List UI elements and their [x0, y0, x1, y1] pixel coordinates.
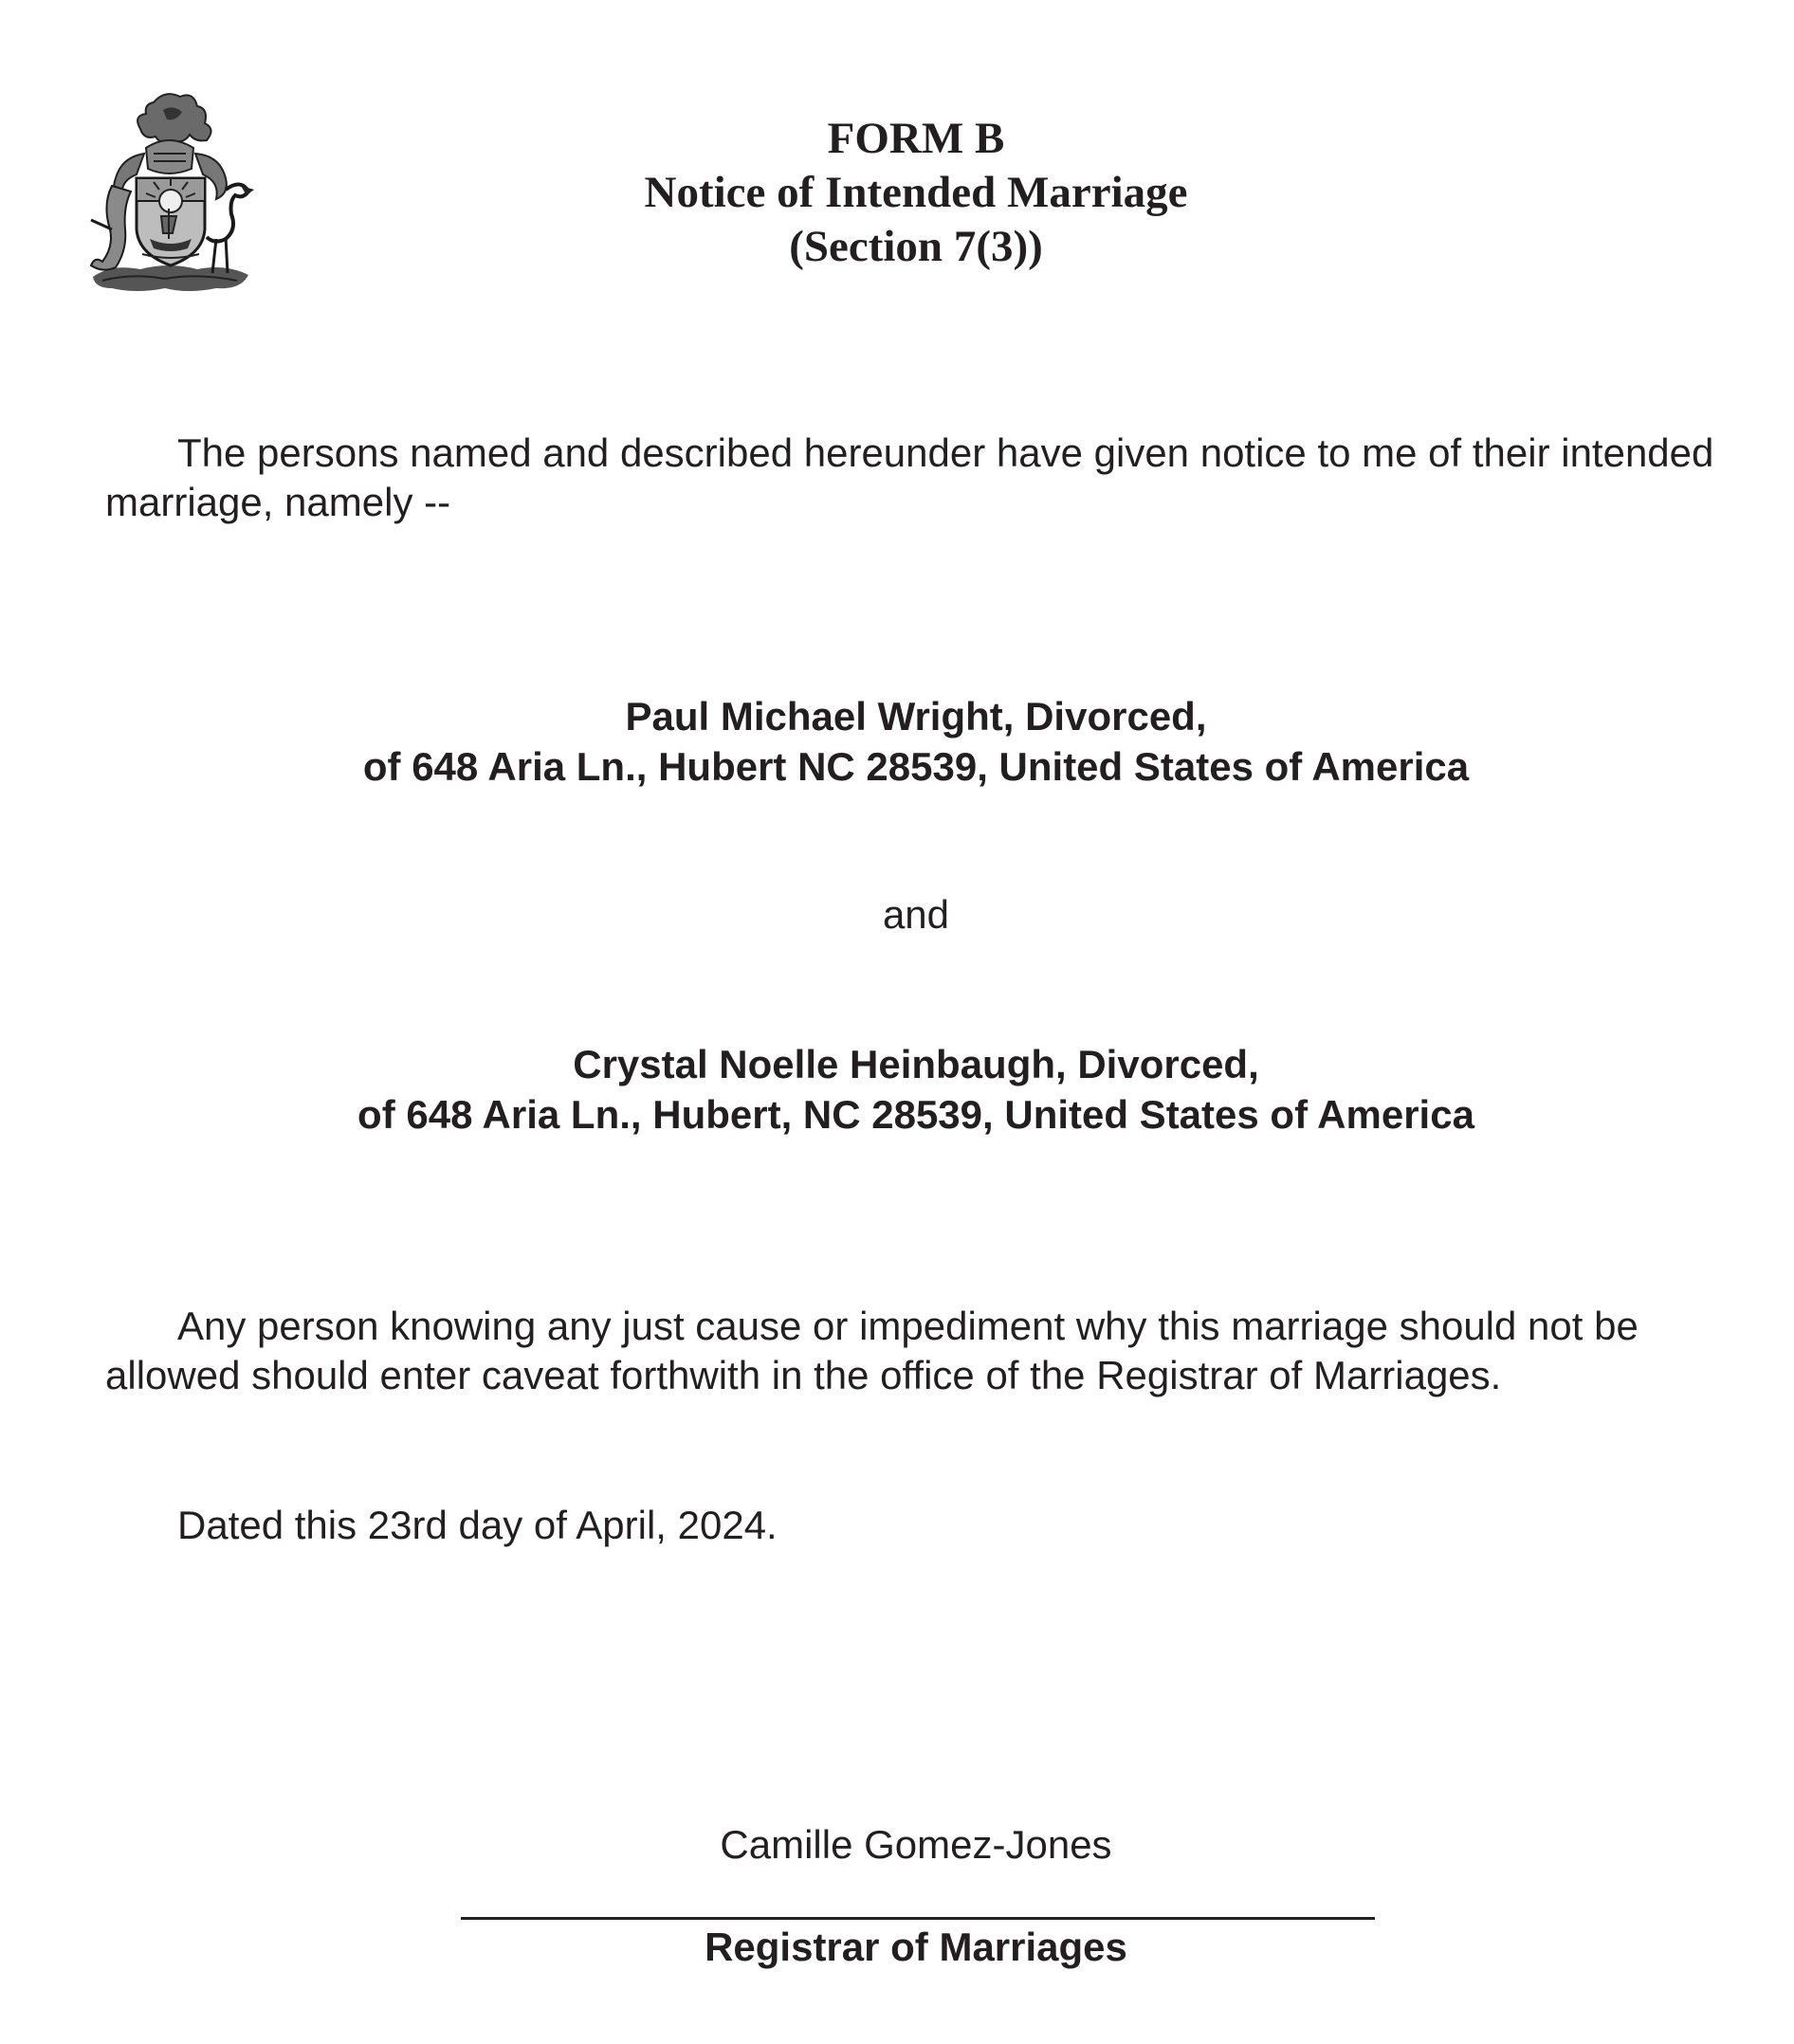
conjunction-text: and [882, 892, 950, 937]
signature-line [461, 1917, 1375, 1920]
party-one-address: of 648 Aria Ln., Hubert NC 28539, United States of America [362, 744, 1470, 789]
party-one [0, 691, 1794, 792]
form-section: (Section 7(3)) [789, 222, 1043, 271]
signatory-title: Registrar of Marriages [705, 1925, 1127, 1969]
intro-paragraph: The persons named and described hereunder have given notice to me of their intended marriage, namely -- [105, 430, 1714, 524]
form-header [0, 112, 1794, 274]
party-one-name: Paul Michael Wright, Divorced, [625, 694, 1207, 739]
signatory-name: Camille Gomez-Jones [720, 1822, 1112, 1867]
form-label: FORM B [827, 114, 1005, 163]
form-title: Notice of Intended Marriage [644, 168, 1188, 217]
dated-line: Dated this 23rd day of April, 2024. [177, 1503, 778, 1547]
party-two-address: of 648 Aria Ln., Hubert, NC 28539, United States of America [357, 1092, 1474, 1137]
party-two-name: Crystal Noelle Heinbaugh, Divorced, [573, 1042, 1259, 1086]
party-two [0, 1039, 1794, 1140]
caveat-paragraph: Any person knowing any just cause or impediment why this marriage should not be allowed should enter caveat forthwith in the office of the Registrar of Marriages. [105, 1304, 1638, 1397]
